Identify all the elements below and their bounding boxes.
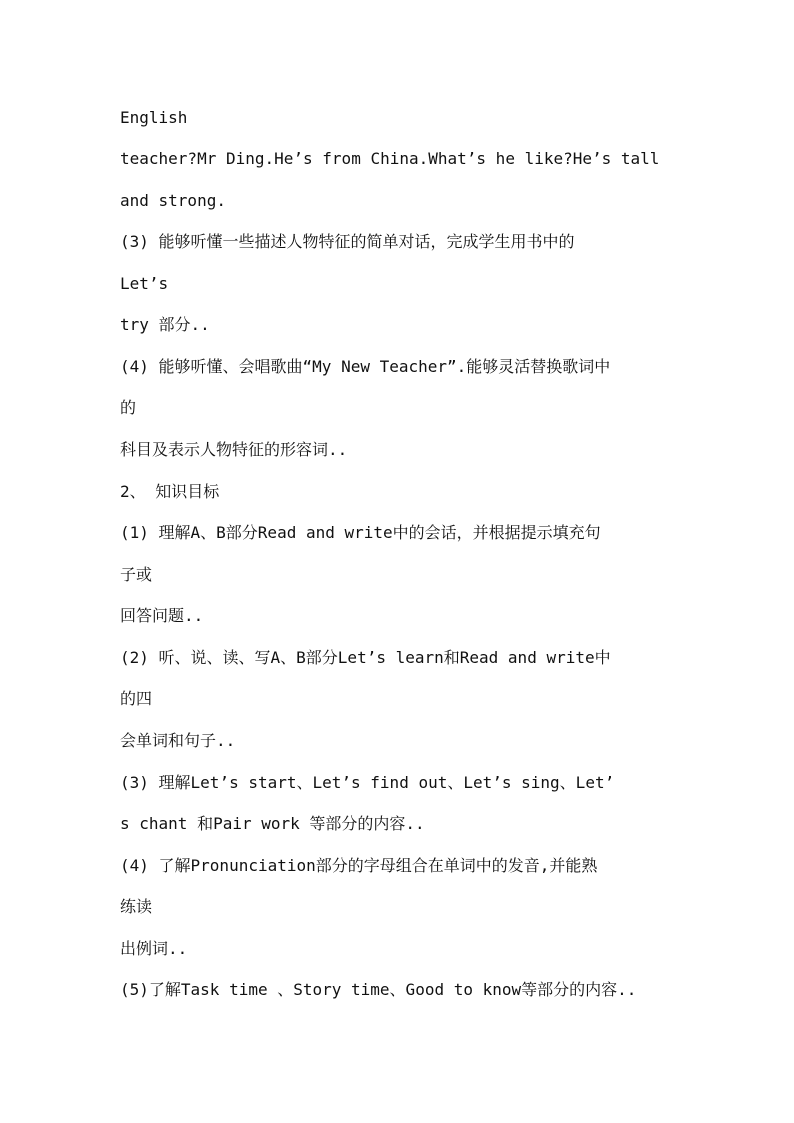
text-line: (4) 能够听懂、会唱歌曲“My New Teacher”.能够灵活替换歌词中 (120, 357, 611, 376)
text-line: (3) 理解Let’s start、Let’s find out、Let’s sing、Let’ (120, 773, 615, 792)
text-line: (1) 理解A、B部分Read and write中的会话，并根据提示填充句 (120, 523, 601, 542)
text-line: s chant 和Pair work 等部分的内容.. (120, 814, 425, 833)
text-line: 会单词和句子.. (120, 731, 236, 750)
text-line: Let’s (120, 274, 169, 293)
text-line: 的四 (120, 689, 153, 708)
text-line: teacher?Mr Ding.He’s from China.What’s he like?He’s tall (120, 149, 660, 168)
text-line: and strong. (120, 191, 226, 210)
text-line: (4) 了解Pronunciation部分的字母组合在单词中的发音,并能熟 (120, 856, 598, 875)
text-line: (2) 听、说、读、写A、B部分Let’s learn和Read and write中 (120, 648, 611, 667)
text-line: 科目及表示人物特征的形容词.. (120, 440, 348, 459)
text-line: 回答问题.. (120, 606, 204, 625)
text-line: 子或 (120, 565, 153, 584)
text-line: 练读 (120, 897, 153, 916)
text-line: 出例词.. (120, 939, 188, 958)
text-line: (5)了解Task time 、Story time、Good to know等部分的内容.. (120, 980, 637, 999)
text-line: try 部分.. (120, 315, 210, 334)
section-heading: 2、 知识目标 (120, 482, 220, 501)
text-line: English (120, 108, 188, 127)
text-line: (3) 能够听懂一些描述人物特征的简单对话，完成学生用书中的 (120, 232, 575, 251)
text-line: 的 (120, 398, 137, 417)
